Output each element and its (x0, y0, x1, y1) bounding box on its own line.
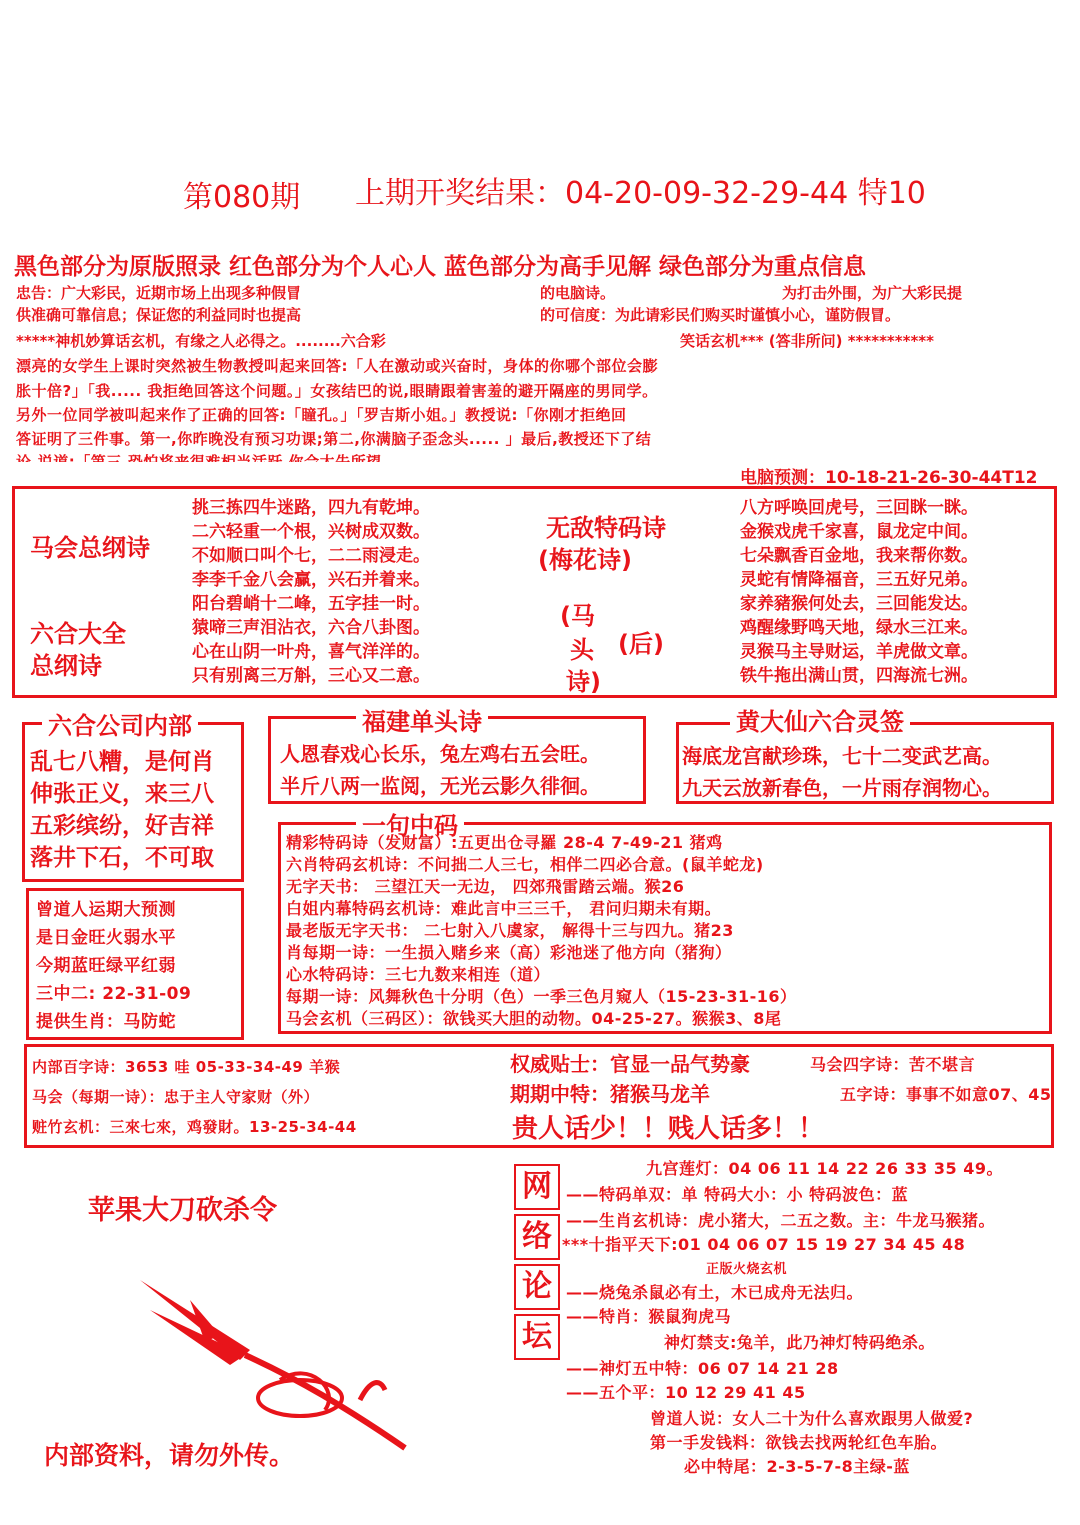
forum-line: ——五个平：10 12 29 41 45 (566, 1383, 806, 1402)
poem-box-title2b: 总纲诗 (30, 652, 102, 680)
huangdaxian-line1: 海底龙宫献珍珠，七十二变武艺高。 (682, 744, 1002, 768)
last-result: 上期开奖结果：04-20-09-32-29-44 特10 (355, 176, 926, 211)
fujian-line2: 半斤八两一监阅，无光云影久徘徊。 (280, 774, 600, 798)
bottom-left-line: 赃竹玄机：三來七來，鸡發財。13-25-34-44 (32, 1118, 357, 1136)
sword-footer: 内部资料，请勿外传。 (44, 1441, 295, 1470)
sword-title: 苹果大刀砍杀令 (88, 1195, 277, 1226)
zengdaoren-line: 今期蓝旺绿平红弱 (36, 956, 176, 976)
bottom-left-line: 内部百字诗：3653 哇 05-33-34-49 羊猴 (32, 1058, 341, 1076)
joke-header-left: *****神机妙算话玄机，有缘之人必得之。........六合彩 (16, 332, 386, 350)
zengdaoren-title: 曾道人运期大预测 (36, 900, 176, 920)
zengdaoren-line: 三中二: 22-31-09 (36, 984, 192, 1004)
poem-line: 铁牛拖出满山贯，四海流七洲。 (740, 666, 978, 686)
notice-line1-mid: 的电脑诗。 (540, 284, 616, 302)
poem-box-mid-title3c: (后) (618, 630, 664, 658)
forum-line: ——特肖：猴鼠狗虎马 (566, 1307, 732, 1326)
poem-column-right (740, 496, 978, 688)
poem-box-title2a: 六合大全 (30, 620, 126, 648)
poem-line: 李李千金八会赢，兴石并着来。 (192, 570, 430, 590)
company-line: 伸张正义，来三八 (30, 781, 214, 807)
one-sentence-line: 心水特码诗：三七九数来相连（道） (286, 965, 551, 984)
company-line: 落井下石，不可取 (30, 845, 214, 871)
huangdaxian-title: 黄大仙六合灵签 (730, 702, 910, 737)
notice-line2-left: 供准确可靠信息；保证您的利益同时也提高 (16, 306, 302, 324)
color-legend: 黑色部分为原版照录 红色部分为个人心人 蓝色部分为高手见解 绿色部分为重点信息 (14, 254, 867, 280)
notice-line1-right: 为打击外围，为广大彩民提 (782, 284, 963, 302)
poem-line: 八方呼唤回虎号，三回眯一眯。 (740, 498, 978, 518)
forum-line: ——烧兔杀鼠必有土，木已成舟无法归。 (566, 1283, 864, 1302)
poem-line: 挑三拣四牛迷路，四九有乾坤。 (192, 498, 430, 518)
company-lines (30, 746, 214, 874)
one-sentence-line: 六肖特码玄机诗：不问拙二人三七，相伴二四必合意。(鼠羊蛇龙) (286, 855, 764, 874)
joke-line: 另外一位同学被叫起来作了正确的回答:「瞳孔。」「罗吉斯小姐。」教授说:「你刚才拒绝回 (16, 406, 627, 424)
fujian-line1: 人恩春戏心长乐，兔左鸡右五会旺。 (280, 742, 600, 766)
issue-number: 第080期 (183, 180, 301, 215)
poem-box-mid-title3b: 头 (570, 636, 594, 664)
forum-line: 曾道人说：女人二十为什么喜欢跟男人做爱? (650, 1409, 974, 1428)
poem-line: 灵猴马主导财运，羊虎做文章。 (740, 642, 978, 662)
zengdaoren-line: 是日金旺火弱水平 (36, 928, 176, 948)
poem-column-left (192, 496, 430, 688)
bottom-left-line: 马会（每期一诗）：忠于主人守家财（外） (32, 1088, 320, 1106)
forum-char: 坛 (514, 1314, 560, 1360)
poem-line: 金猴戏虎千家喜，鼠龙定中间。 (740, 522, 978, 542)
one-sentence-line: 马会玄机（三码区）：欲钱买大胆的动物。04-25-27。猴猴3、8尾 (286, 1009, 782, 1028)
joke-line: 漂亮的女学生上课时突然被生物教授叫起来回答:「人在激动或兴奋时，身体的你哪个部位会膨 (16, 357, 659, 375)
forum-line: 九宫莲灯：04 06 11 14 22 26 33 35 49。 (646, 1159, 1003, 1178)
huangdaxian-line2: 九天云放新春色，一片雨存润物心。 (682, 776, 1002, 800)
mahui-four-word: 马会四字诗：苦不堪言 (810, 1055, 976, 1074)
poem-line: 心在山阴一叶舟，喜气洋洋的。 (192, 642, 430, 662)
poem-box-title1: 马会总纲诗 (30, 534, 150, 562)
one-sentence-line: 最老版无字天书： 二七射入八虞家， 解得十三与四九。猪23 (286, 921, 734, 940)
joke-line: 答证明了三件事。第一,你昨晚没有预习功课;第二,你满脑子歪念头..... 」最后,教授还下了结 (16, 430, 652, 448)
forum-line: ——生肖玄机诗：虎小猪大，二五之数。主：牛龙马猴猪。 (566, 1211, 996, 1230)
one-sentence-lines (286, 832, 797, 1030)
company-title: 六合公司内部 (42, 706, 198, 741)
forum-char: 论 (514, 1264, 560, 1310)
forum-line: ***十指平天下:01 04 06 07 15 19 27 34 45 48 (562, 1235, 966, 1254)
qiqi-special: 期期中特：猪猴马龙羊 (510, 1082, 710, 1106)
sword-icon (130, 1260, 420, 1460)
torn-edge (16, 462, 636, 474)
computer-prediction: 电脑预测：10-18-21-26-30-44T12 (740, 468, 1038, 488)
poem-line: 鸡醒缘野鸣天地，绿水三江来。 (740, 618, 978, 638)
forum-line: 必中特尾：2-3-5-7-8主绿-蓝 (684, 1457, 910, 1476)
poem-line: 灵蛇有情降福音，三五好兄弟。 (740, 570, 978, 590)
poem-box-mid-title3d: 诗) (566, 668, 601, 696)
five-word-poem: 五字诗：事事不如意07、45 (840, 1085, 1052, 1104)
poem-box-mid-title2: (梅花诗) (538, 546, 632, 574)
one-sentence-line: 肖每期一诗：一生损入赌乡来（高）彩池迷了他方向（猪狗） (286, 943, 732, 962)
poem-line: 家养豬猴何处去，三回能发达。 (740, 594, 978, 614)
fujian-title: 福建单头诗 (356, 702, 488, 737)
zengdaoren-lines (36, 896, 191, 1036)
zengdaoren-line: 提供生肖：马防蛇 (36, 1012, 176, 1032)
forum-vertical-title (514, 1164, 560, 1360)
poem-line: 七朵飘香百金地，我来帮你数。 (740, 546, 978, 566)
forum-line: 神灯禁支:兔羊，此乃神灯特码绝杀。 (664, 1333, 935, 1352)
forum-line: 正版火烧玄机 (706, 1262, 788, 1277)
joke-line: 胀十倍?」「我..... 我拒绝回答这个问题。」女孩结巴的说,眼睛跟着害羞的避开隔座的男同学。 (16, 382, 658, 400)
one-sentence-title: 一句中码 (356, 806, 464, 841)
poem-line: 不如顺口叫个七，二二雨浸走。 (192, 546, 430, 566)
forum-char: 网 (514, 1164, 560, 1210)
company-line: 乱七八糟，是何肖 (30, 749, 214, 775)
notice-line2-mid: 的可信度：为此请彩民们购买时谨慎小心，谨防假冒。 (540, 306, 901, 324)
poem-box-mid-title1: 无敌特码诗 (546, 514, 666, 542)
poem-line: 二六轻重一个根，兴树成双数。 (192, 522, 430, 542)
one-sentence-line: 白姐内幕特码玄机诗：难此言中三三千， 君问归期未有期。 (286, 899, 722, 918)
poem-line: 只有别离三万斛，三心又二意。 (192, 666, 430, 686)
authority-tip: 权威贴士：官显一品气势豪 (510, 1052, 750, 1076)
joke-header-right: 笑话玄机*** (答非所问) *********** (680, 332, 934, 350)
notice-line1-left: 忠告：广大彩民，近期市场上出现多种假冒 (16, 284, 302, 302)
company-line: 五彩缤纷，好吉祥 (30, 813, 214, 839)
forum-line: 第一手发钱料：欲钱去找两轮红色车胎。 (650, 1433, 948, 1452)
one-sentence-line: 每期一诗：风舞秋色十分明（色）一季三色月窥人（15-23-31-16） (286, 987, 797, 1006)
poem-line: 阳台碧峭十二峰，五字挂一时。 (192, 594, 430, 614)
one-sentence-line: 精彩特码诗（发财富）:五更出仓寻羅 28-4 7-49-21 猪鸡 (286, 833, 723, 852)
forum-line: ——神灯五中特：06 07 14 21 28 (566, 1359, 839, 1378)
slogan: 贵人话少！！贱人话多！！ (512, 1114, 825, 1144)
poem-line: 猿啼三声泪沾衣，六合八卦图。 (192, 618, 430, 638)
forum-line: ——特码单双：单 特码大小：小 特码波色：蓝 (566, 1185, 909, 1204)
forum-char: 络 (514, 1214, 560, 1260)
poem-box-mid-title3a: (马 (560, 602, 595, 630)
one-sentence-line: 无字天书： 三望江天一无边， 四郊飛雷踏云端。猴26 (286, 877, 685, 896)
